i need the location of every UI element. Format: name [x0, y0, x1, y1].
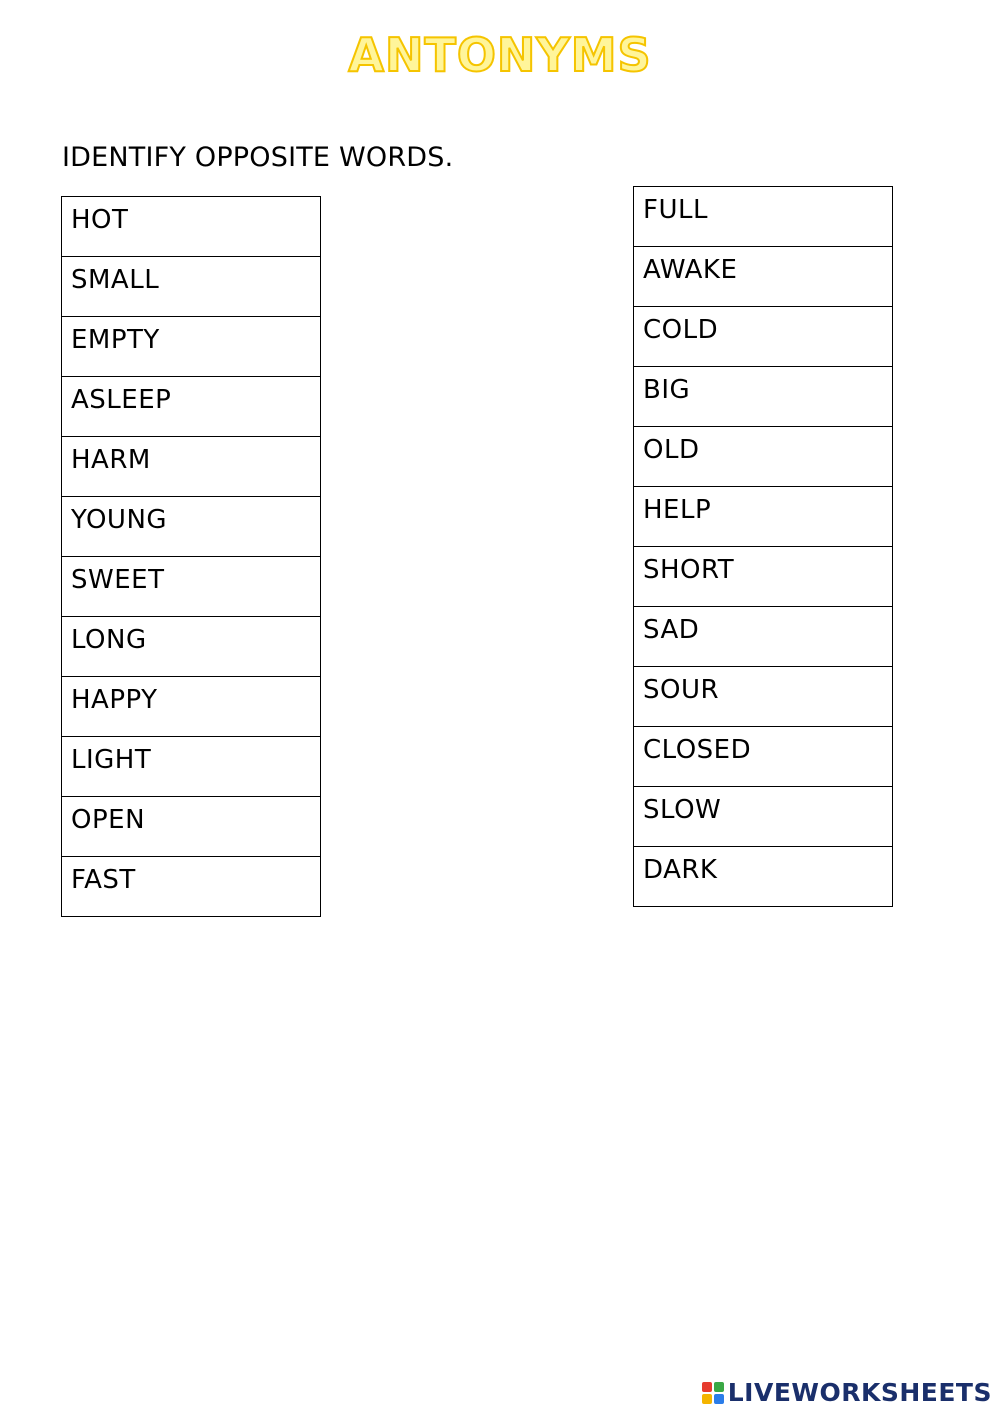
right-word-cell[interactable]: DARK: [634, 847, 893, 907]
liveworksheets-logo: [702, 1378, 992, 1407]
right-word-cell[interactable]: SAD: [634, 607, 893, 667]
left-word-cell[interactable]: OPEN: [62, 797, 321, 857]
left-word-row: [62, 617, 321, 677]
right-word-cell[interactable]: CLOSED: [634, 727, 893, 787]
left-word-cell[interactable]: LONG: [62, 617, 321, 677]
left-word-row: [62, 377, 321, 437]
right-word-row: [634, 607, 893, 667]
right-word-row: [634, 847, 893, 907]
right-word-row: [634, 307, 893, 367]
left-word-row: [62, 497, 321, 557]
left-word-table: [61, 196, 321, 917]
left-word-row: [62, 317, 321, 377]
left-word-cell[interactable]: SMALL: [62, 257, 321, 317]
right-word-row: [634, 787, 893, 847]
right-word-row: [634, 367, 893, 427]
instruction-text: IDENTIFY OPPOSITE WORDS.: [62, 142, 454, 173]
left-word-cell[interactable]: LIGHT: [62, 737, 321, 797]
logo-text: LIVEWORKSHEETS: [727, 1378, 992, 1407]
left-word-cell[interactable]: FAST: [62, 857, 321, 917]
left-word-cell[interactable]: HOT: [62, 197, 321, 257]
right-word-row: [634, 547, 893, 607]
right-word-cell[interactable]: COLD: [634, 307, 893, 367]
left-word-cell[interactable]: EMPTY: [62, 317, 321, 377]
right-word-row: [634, 667, 893, 727]
left-word-cell[interactable]: ASLEEP: [62, 377, 321, 437]
right-word-row: [634, 427, 893, 487]
right-word-cell[interactable]: SHORT: [634, 547, 893, 607]
left-word-row: [62, 737, 321, 797]
right-word-cell[interactable]: OLD: [634, 427, 893, 487]
left-word-row: [62, 857, 321, 917]
left-word-row: [62, 677, 321, 737]
right-word-cell[interactable]: BIG: [634, 367, 893, 427]
right-word-cell[interactable]: SOUR: [634, 667, 893, 727]
right-word-cell[interactable]: AWAKE: [634, 247, 893, 307]
left-word-row: [62, 197, 321, 257]
right-word-cell[interactable]: SLOW: [634, 787, 893, 847]
right-word-row: [634, 727, 893, 787]
left-word-row: [62, 797, 321, 857]
left-word-row: [62, 557, 321, 617]
left-word-row: [62, 437, 321, 497]
right-word-cell[interactable]: HELP: [634, 487, 893, 547]
liveworksheets-logo-icon: [702, 1382, 724, 1404]
left-word-cell[interactable]: YOUNG: [62, 497, 321, 557]
right-word-row: [634, 187, 893, 247]
page-title: ANTONYMS: [348, 28, 652, 82]
left-word-cell[interactable]: HAPPY: [62, 677, 321, 737]
right-word-cell[interactable]: FULL: [634, 187, 893, 247]
right-word-row: [634, 247, 893, 307]
right-word-table: [633, 186, 893, 907]
left-word-cell[interactable]: SWEET: [62, 557, 321, 617]
left-word-row: [62, 257, 321, 317]
left-word-cell[interactable]: HARM: [62, 437, 321, 497]
right-word-row: [634, 487, 893, 547]
